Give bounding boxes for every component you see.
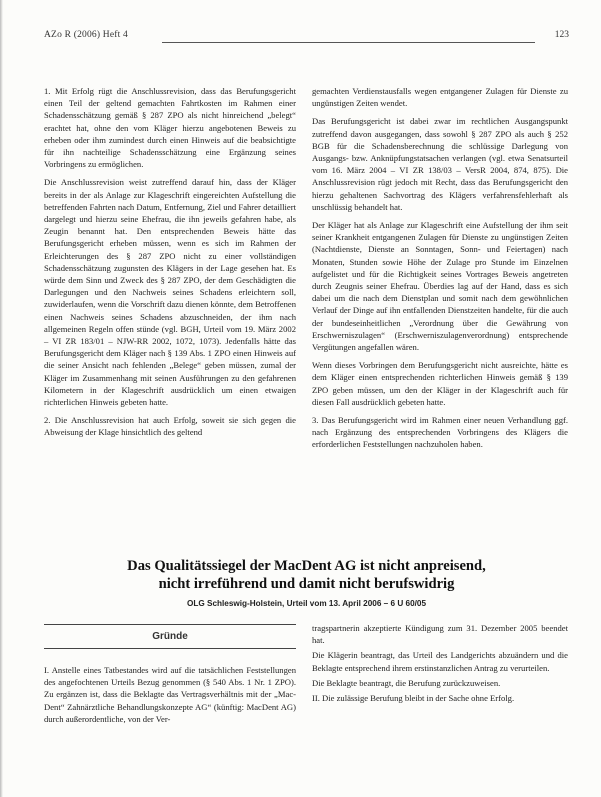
paragraph: Das Berufungsgericht ist dabei zwar im rechtlichen Ausgangspunkt zutreffend davon ausgegangen, dass sowohl § 287 ZPO als auch § 252 BGB für die Schadensberechnung die schlüssige Darlegung von Ausgangs- bzw. Anknüpfungstatsachen verlangen (vgl. etwa Senatsurteil vom 16. März 2004 – VI ZR 138/03 – VersR 2004, 874, 875). Die Anschlussrevision rügt jedoch mit Recht, dass das Berufungsgericht den hierzu gehaltenen Sachvortrag des Klägers verfahrensfehlerhaft als unschlüssig behandelt hat. bbox=[312, 116, 568, 212]
paragraph: I. Anstelle eines Tatbestandes wird auf die tatsächlichen Feststellungen des angefochtenen Urteils Bezug genommen (§ 540 Abs. 1 Nr. 1 ZPO). Zu ergänzen ist, dass die Beklagte das Vertragsverhältnis mit der „Mac-Dent“ Zahnärztliche Behandlungskonzepte AG“ (künftig: MacDent AG) durch außerordentliche, von der Ver- bbox=[44, 665, 296, 724]
header-rule bbox=[162, 42, 535, 43]
section-rule-bottom bbox=[44, 648, 296, 649]
paragraph: Der Kläger hat als Anlage zur Klageschrift eine Aufstellung der ihm seit seiner Krankheit entgangenen Zulagen für Dienste zu ungünstigen Zeiten (Nachtdienste, Dienste an Sonntagen, Sonn- und Feiertagen) nach Monaten, Stunden sowie Höhe der Zulage pro Stunde im Einzelnen aufgelistet und für die Richtigkeit seines Vortrages Beweis angetreten durch Zeugnis seiner Ehefrau. Überdies lag auf der Hand, dass es sich dabei um die nach dem Dienstplan und somit nach dem gewöhnlichen Verlauf der Dinge auf ihn entfallenden Dienstzeiten handelte, für die auch der bundeseinheitlichen „Verordnung über die Gewährung von Erschwerniszulagen“ (Erschwerniszulagenverordnung) entsprechende Vergütungen angefallen wären. bbox=[312, 220, 568, 353]
paragraph: tragspartnerin akzeptierte Kündigung zum 31. Dezember 2005 beendet hat. bbox=[312, 623, 568, 646]
paragraph: gemachten Verdienstausfalls wegen entgangener Zulagen für Dienste zu ungünstigen Zeiten wendet. bbox=[312, 86, 568, 109]
paragraph: 3. Das Berufungsgericht wird im Rahmen einer neuen Verhandlung ggf. nach Ergänzung des entsprechenden Vorbringens des Klägers die erforderlichen Feststellungen nachzuholen haben. bbox=[312, 415, 568, 450]
article-title-line-2: nicht irreführend und damit nicht berufswidrig bbox=[158, 576, 455, 592]
upper-left-column bbox=[44, 85, 296, 445]
lower-left-column bbox=[44, 664, 296, 731]
scan-edge-shadow bbox=[0, 0, 3, 797]
paragraph: Die Beklagte beantragt, die Berufung zurückzuweisen. bbox=[312, 677, 501, 688]
paragraph: II. Die zulässige Berufung bleibt in der Sache ohne Erfolg. bbox=[312, 693, 515, 704]
journal-reference: AZo R (2006) Heft 4 bbox=[44, 30, 129, 40]
section-heading-box bbox=[44, 622, 296, 652]
article-title-line-1: Das Qualitätssiegel der MacDent AG ist nicht anpreisend, bbox=[127, 558, 486, 574]
lower-right-column bbox=[312, 622, 568, 707]
page-number: 123 bbox=[554, 30, 569, 40]
article-title-block bbox=[44, 557, 569, 608]
paragraph: Wenn dieses Vorbringen dem Berufungsgericht nicht ausreichte, hätte es dem Kläger einen entsprechenden richterlichen Hinweis gemäß § 139 ZPO geben müssen, um den der Kläger in der Klageschrift auch für diesen Fall ausdrücklich gebeten hatte. bbox=[312, 360, 568, 407]
section-rule-top bbox=[44, 624, 296, 625]
upper-right-column bbox=[312, 85, 568, 457]
paragraph: 2. Die Anschlussrevision hat auch Erfolg, soweit sie sich gegen die Abweisung der Klage hinsichtlich des geltend bbox=[44, 415, 296, 438]
paragraph: Die Klägerin beantragt, das Urteil des Landgerichts abzuändern und die Beklagte entsprechend ihrem erstinstanzlichen Antrag zu verurteilen. bbox=[312, 650, 568, 673]
court-decision-reference: OLG Schleswig-Holstein, Urteil vom 13. April 2006 – 6 U 60/05 bbox=[186, 599, 427, 608]
paragraph: 1. Mit Erfolg rügt die Anschlussrevision, dass das Berufungsgericht einen Teil der geltend gemachten Fahrtkosten im Rahmen einer Schadensschätzung gemäß § 287 ZPO als nicht hinreichend „belegt“ erachtet hat, ohne den vom Kläger hierzu angebotenen Beweis zu erheben oder ihm zumindest durch einen Hinweis auf die beabsichtigte für ihn nachteilige Schadensschätzung eine Ergänzung seines Vorbringens zu ermöglichen. bbox=[44, 86, 296, 170]
paragraph: Die Anschlussrevision weist zutreffend darauf hin, dass der Kläger bereits in der als Anlage zur Klageschrift eingereichten Aufstellung die betreffenden Fahrten nach Datum, Entfernung, Ziel und Fahrer detailliert dargelegt und hierzu seine Ehefrau, die ihn jeweils gefahren habe, als Zeugin benannt hat. Den entsprechenden Beweis hätte das Berufungsgericht erheben müssen, wenn es sich im Rahmen der Erleichterungen des § 287 ZPO nicht zu einer vollständigen Schadensschätzung zugunsten des Klägers in der Lage gesehen hat. Es würde dem Sinn und Zweck des § 287 ZPO, der dem Geschädigten die Darlegungen und den Nachweis seines Schadens erleichtern soll, zuwiderlaufen, wenn die Vorschrift dazu dienen könnte, dem Betroffenen einen Nachweis seines Schadens abzuschneiden, der ihm nach allgemeinen Regeln offen stünde (vgl. BGH, Urteil vom 19. März 2002 – VI ZR 183/01 – NJW-RR 2002, 1072, 1073). Jedenfalls hätte das Berufungsgericht dem Kläger nach § 139 Abs. 1 ZPO einen Hinweis auf die seiner Ansicht nach fehlenden „Belege“ geben müssen, zumal der Kläger im Zusammenhang mit seinen Ausführungen zu den gefahrenen Kilometern in der Klageschrift ausdrücklich um einen etwaigen richterlichen Hinweis gebeten hatte. bbox=[44, 177, 296, 408]
running-header bbox=[44, 28, 569, 44]
section-heading: Gründe bbox=[152, 631, 188, 642]
